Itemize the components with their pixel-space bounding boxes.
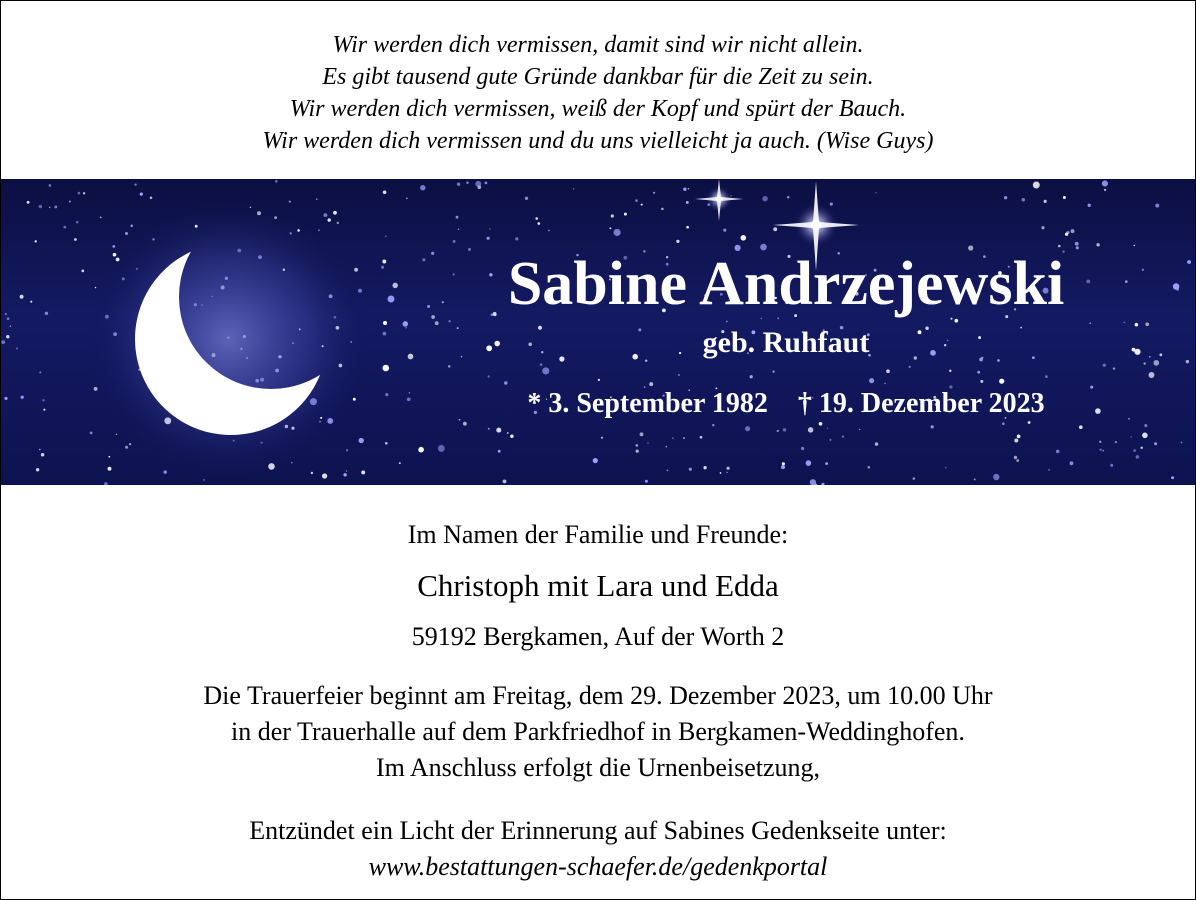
star-dot [448, 365, 451, 368]
star-dot [21, 396, 24, 399]
star-dot [488, 375, 490, 377]
star-dot [1048, 469, 1050, 471]
star-dot [74, 238, 77, 241]
star-dot [388, 296, 395, 303]
memorial-url[interactable]: www.bestattungen-schaefer.de/gedenkportal [368, 852, 828, 881]
star-dot [1058, 245, 1061, 248]
crescent-moon-icon [101, 219, 361, 479]
star-dot [1186, 360, 1189, 363]
star-dot [1154, 442, 1157, 445]
star-dot [289, 200, 291, 202]
star-dot [806, 460, 812, 466]
poem-line: Wir werden dich vermissen, damit sind wir nicht allein. [332, 32, 864, 58]
star-dot [4, 397, 7, 400]
star-dot [383, 332, 387, 336]
star-dot [275, 180, 278, 183]
star-dot [645, 480, 648, 483]
star-dot [683, 437, 685, 439]
star-dot [36, 468, 39, 471]
star-dot [1056, 450, 1060, 454]
star-dot [974, 478, 976, 480]
star-dot [808, 427, 813, 432]
star-dot [488, 428, 490, 430]
star-dot [43, 409, 45, 411]
star-dot [726, 467, 729, 470]
star-dot [361, 470, 365, 474]
star-dot [954, 319, 958, 323]
star-dot [993, 474, 999, 480]
star-dot [150, 197, 153, 200]
star-dot [1022, 198, 1025, 201]
service-line: Im Anschluss erfolgt die Urnenbeisetzung, [375, 753, 821, 782]
star-dot [466, 182, 468, 184]
star-dot [1017, 435, 1021, 439]
star-dot [489, 228, 490, 229]
star-dot [875, 192, 876, 193]
star-dot [686, 201, 689, 204]
star-dot [1071, 229, 1075, 233]
star-dot [1087, 204, 1090, 207]
star-dot [827, 428, 828, 429]
star-dot [1004, 196, 1007, 199]
family-names: Christoph mit Lara und Edda [417, 568, 779, 603]
star-dot [45, 312, 48, 315]
star-dot [624, 213, 627, 216]
star-dot [1016, 459, 1019, 462]
star-dot [496, 428, 501, 433]
star-dot [1181, 442, 1183, 444]
star-dot [525, 197, 528, 200]
star-dot [641, 204, 643, 206]
poem-line: Wir werden dich vermissen, weiß der Kopf und spürt der Bauch. [289, 96, 907, 122]
star-dot [676, 240, 679, 243]
star-dot [977, 371, 980, 374]
star-dot [81, 270, 84, 273]
star-dot [1140, 447, 1142, 449]
star-dot [777, 430, 779, 432]
star-dot [1136, 455, 1140, 459]
star-dot [503, 479, 507, 483]
star-dot [95, 287, 96, 288]
star-dot [611, 214, 614, 217]
star-dot [1102, 450, 1104, 452]
star-dot [1142, 433, 1148, 439]
star-dot [203, 479, 205, 481]
poem [1, 29, 1195, 157]
star-dot [385, 393, 388, 396]
star-dot [498, 450, 501, 453]
star-dot [475, 181, 481, 187]
star-dot [1187, 260, 1191, 264]
star-dot [678, 374, 680, 376]
star-dot [773, 371, 775, 373]
star-dot [49, 184, 52, 187]
star-dot [10, 325, 12, 327]
star-dot [383, 321, 387, 325]
star-dot [385, 442, 388, 445]
star-dot [39, 371, 41, 373]
star-dot [406, 197, 408, 199]
star-dot [399, 462, 401, 464]
star-dot [640, 432, 644, 436]
star-dot [1014, 456, 1017, 459]
star-dot [825, 462, 828, 465]
star-dot [688, 188, 689, 189]
star-dot [1149, 372, 1155, 378]
star-dot [35, 240, 37, 242]
star-dot [773, 227, 777, 231]
star-dot [383, 365, 390, 372]
star-dot [1113, 367, 1115, 369]
star-dot [456, 216, 459, 219]
star-dot [385, 236, 386, 237]
star-dot [83, 192, 85, 194]
star-dot [515, 237, 518, 240]
star-dot [810, 479, 816, 485]
star-dot [1063, 196, 1066, 199]
maiden-name: geb. Ruhfaut [702, 326, 870, 359]
star-dot [382, 260, 386, 264]
star-dot [457, 183, 460, 186]
star-dot [1099, 441, 1101, 443]
star-dot [381, 266, 384, 269]
star-dot [782, 462, 785, 465]
star-dot [1176, 288, 1179, 291]
star-dot [635, 444, 638, 447]
star-dot [548, 230, 550, 232]
star-dot [1130, 436, 1132, 438]
star-dot [100, 216, 102, 218]
star-dot [869, 378, 874, 383]
star-dot [741, 235, 747, 241]
star-dot [667, 470, 669, 472]
star-dot [49, 207, 50, 208]
star-dot [931, 425, 934, 428]
star-dot [720, 472, 722, 474]
star-dot [1065, 233, 1068, 236]
star-dot [1096, 243, 1099, 246]
star-dot [383, 191, 387, 195]
star-dot [1099, 448, 1101, 450]
family-address: 59192 Bergkamen, Auf der Worth 2 [411, 622, 785, 651]
star-dot [821, 483, 824, 485]
star-dot [485, 182, 488, 185]
star-dot [787, 196, 790, 199]
star-dot [593, 458, 598, 463]
star-dot [1, 340, 5, 344]
star-dot [1110, 464, 1113, 467]
star-dot [683, 187, 686, 190]
star-dot [750, 375, 753, 378]
star-dot [1045, 375, 1048, 378]
star-dot [830, 439, 832, 441]
funeral-service-info [1, 678, 1195, 786]
star-dot [323, 213, 327, 217]
star-dot [598, 379, 600, 381]
star-dot [453, 240, 456, 243]
service-line: Die Trauerfeier beginnt am Freitag, dem 29. Dezember 2023, um 10.00 Uhr [203, 681, 993, 710]
star-dot [601, 437, 603, 439]
star-dot [63, 226, 66, 229]
star-dot [653, 192, 655, 194]
star-dot [859, 429, 860, 430]
star-dot [712, 424, 715, 427]
star-dot [1079, 425, 1083, 429]
star-dot [945, 467, 946, 468]
star-dot [1103, 364, 1106, 367]
star-dot [1033, 182, 1040, 189]
star-dot [1171, 476, 1174, 479]
star-dot [703, 466, 706, 469]
memorial-text: Entzündet ein Licht der Erinnerung auf Sabines Gedenkseite unter: [249, 816, 947, 845]
star-dot [1041, 226, 1044, 229]
star-dot [16, 347, 18, 349]
star-dot [949, 370, 951, 372]
star-dot [418, 447, 424, 453]
star-dot [1102, 180, 1108, 186]
star-dot [90, 432, 93, 435]
star-dot [6, 335, 9, 338]
star-dot [316, 198, 318, 200]
star-dot [635, 199, 638, 202]
star-dot [636, 449, 639, 452]
star-dot [1075, 242, 1079, 246]
star-dot [1155, 204, 1159, 208]
star-dot [783, 428, 786, 431]
star-dot [1115, 441, 1117, 443]
star-dot [886, 369, 890, 373]
star-dot [1133, 449, 1136, 452]
star-dot [913, 477, 915, 479]
star-dot [5, 313, 7, 315]
star-dot [78, 192, 81, 195]
star-dot [1144, 424, 1147, 427]
star-dot [510, 435, 513, 438]
star-dot [909, 366, 911, 368]
star-dot [1070, 461, 1074, 465]
star-dot [875, 442, 878, 445]
star-dot [438, 445, 445, 452]
star-dot [538, 222, 541, 225]
life-dates [401, 384, 1171, 424]
star-dot [830, 203, 833, 206]
memorial-info [1, 813, 1195, 885]
star-dot [487, 237, 490, 240]
star-dot [726, 321, 727, 322]
star-dot [609, 227, 611, 229]
star-dot [392, 283, 397, 288]
star-dot [27, 201, 30, 204]
deceased-name: Sabine Andrzejewski [507, 250, 1065, 318]
star-dot [980, 380, 983, 383]
star-dot [1044, 200, 1047, 203]
star-dot [535, 217, 538, 220]
star-dot [1014, 439, 1018, 443]
star-dot [134, 183, 136, 185]
star-dot [7, 317, 10, 320]
star-dot [614, 229, 621, 236]
star-dot [69, 201, 71, 203]
star-dot [801, 447, 804, 450]
star-dot [542, 367, 549, 374]
star-dot [661, 208, 664, 211]
star-dot [76, 221, 79, 224]
star-dot [458, 229, 460, 231]
star-dot [573, 188, 575, 190]
star-dot [1104, 189, 1106, 191]
star-dot [700, 436, 703, 439]
star-dot [1133, 245, 1135, 247]
star-dot [20, 295, 24, 299]
star-icon [695, 179, 743, 221]
birth-date: * 3. September 1982 [527, 388, 768, 419]
star-dot [94, 387, 98, 391]
star-dot [54, 205, 57, 208]
family-intro: Im Namen der Familie und Freunde: [407, 520, 789, 549]
star-dot [41, 453, 45, 457]
star-dot [420, 185, 425, 190]
service-line: in der Trauerhalle auf dem Parkfriedhof in Bergkamen-Weddinghofen. [231, 717, 965, 746]
star-dot [104, 482, 107, 485]
star-dot [723, 228, 726, 231]
poem-line: Wir werden dich vermissen und du uns vielleicht ja auch. (Wise Guys) [262, 128, 934, 154]
star-dot [140, 193, 143, 196]
star-dot [39, 449, 41, 451]
star-dot [507, 432, 509, 434]
star-dot [39, 205, 42, 208]
star-dot [647, 442, 649, 444]
poem-line: Es gibt tausend gute Gründe dankbar für die Zeit zu sein. [322, 64, 874, 90]
star-dot [781, 465, 785, 469]
death-date: † 19. Dezember 2023 [797, 388, 1045, 419]
star-dot [867, 466, 870, 469]
star-dot [842, 435, 844, 437]
star-dot [665, 446, 667, 448]
star-dot [42, 399, 44, 401]
star-dot [726, 472, 727, 473]
star-dot [672, 437, 673, 438]
star-dot [689, 468, 692, 471]
star-dot [333, 211, 337, 215]
star-dot [540, 363, 543, 366]
star-dot [30, 301, 32, 303]
star-dot [745, 426, 750, 431]
star-dot [686, 226, 689, 229]
star-dot [762, 196, 767, 201]
